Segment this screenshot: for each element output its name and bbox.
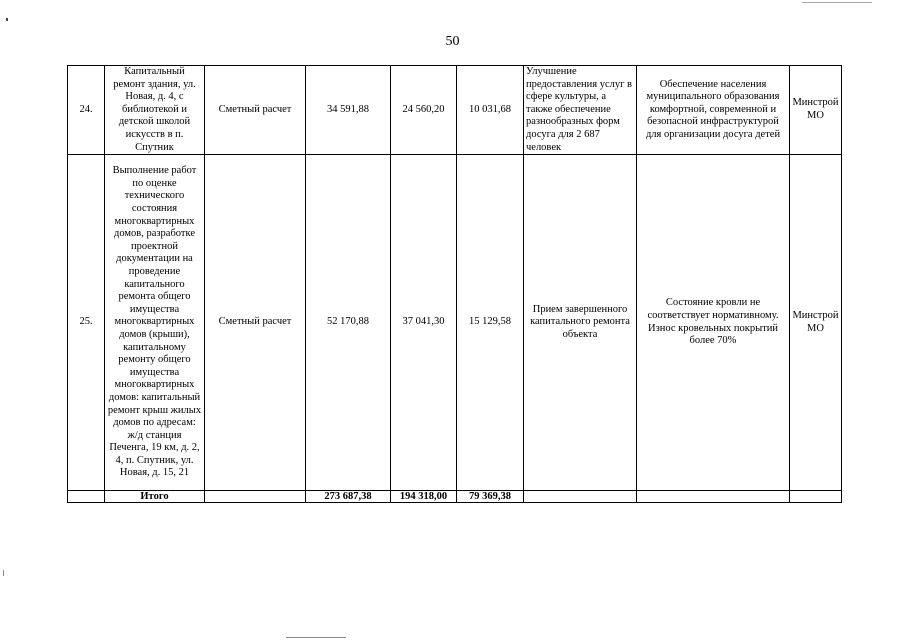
responsible: Минстрой МО xyxy=(790,66,842,155)
funding-1: 37 041,30 xyxy=(391,155,457,491)
funding-2-sum: 79 369,38 xyxy=(457,491,524,503)
goal: Состояние кровли не соответствует нормативному. Износ кровельных покрытий более 70% xyxy=(637,155,790,491)
funding-1-sum: 194 318,00 xyxy=(391,491,457,503)
table-row xyxy=(68,155,842,491)
total-row xyxy=(68,491,842,503)
program-table xyxy=(67,65,842,503)
work-name: Выполнение работ по оценке технического состояния многоквартирных домов, разработке проектной документации на проведение капитального ремонта общего имущества многоквартирных домов (крыши), капитальному ремонту общего имущества многоквартирных домов: капитальный ремонт крыш жилых домов по адресам: ж/д станция Печенга, 19 км, д. 2, 4, п. Спутник, ул. Новая, д. 15, 21 xyxy=(105,155,205,491)
table-row xyxy=(68,66,842,155)
empty-cell xyxy=(68,491,105,503)
calc-method: Сметный расчет xyxy=(205,66,306,155)
responsible: Минстрой МО xyxy=(790,155,842,491)
goal: Обеспечение населения муниципального образования комфортной, современной и безопасной инфраструктурой для организации досуга детей xyxy=(637,66,790,155)
scan-mark xyxy=(6,18,8,21)
row-index: 25. xyxy=(68,155,105,491)
empty-cell xyxy=(205,491,306,503)
total-cost: 34 591,88 xyxy=(306,66,391,155)
calc-method: Сметный расчет xyxy=(205,155,306,491)
page-number: 50 xyxy=(445,34,460,49)
empty-cell xyxy=(524,491,637,503)
expected-result: Прием завершенного капитального ремонта объекта xyxy=(524,155,637,491)
expected-result: Улучшение предоставления услуг в сфере культуры, а также обеспечение разнообразных форм досуга для 2 687 человек xyxy=(524,66,637,155)
total-cost: 52 170,88 xyxy=(306,155,391,491)
funding-1: 24 560,20 xyxy=(391,66,457,155)
total-cost-sum: 273 687,38 xyxy=(306,491,391,503)
scan-mark xyxy=(3,570,4,576)
scan-mark xyxy=(286,637,346,638)
work-name: Капитальный ремонт здания, ул. Новая, д. 4, с библиотекой и детской школой искусств в п. Спутник xyxy=(105,66,205,155)
funding-2: 15 129,58 xyxy=(457,155,524,491)
total-label: Итого xyxy=(105,491,205,503)
row-index: 24. xyxy=(68,66,105,155)
empty-cell xyxy=(790,491,842,503)
scan-mark xyxy=(802,2,872,3)
empty-cell xyxy=(637,491,790,503)
funding-2: 10 031,68 xyxy=(457,66,524,155)
